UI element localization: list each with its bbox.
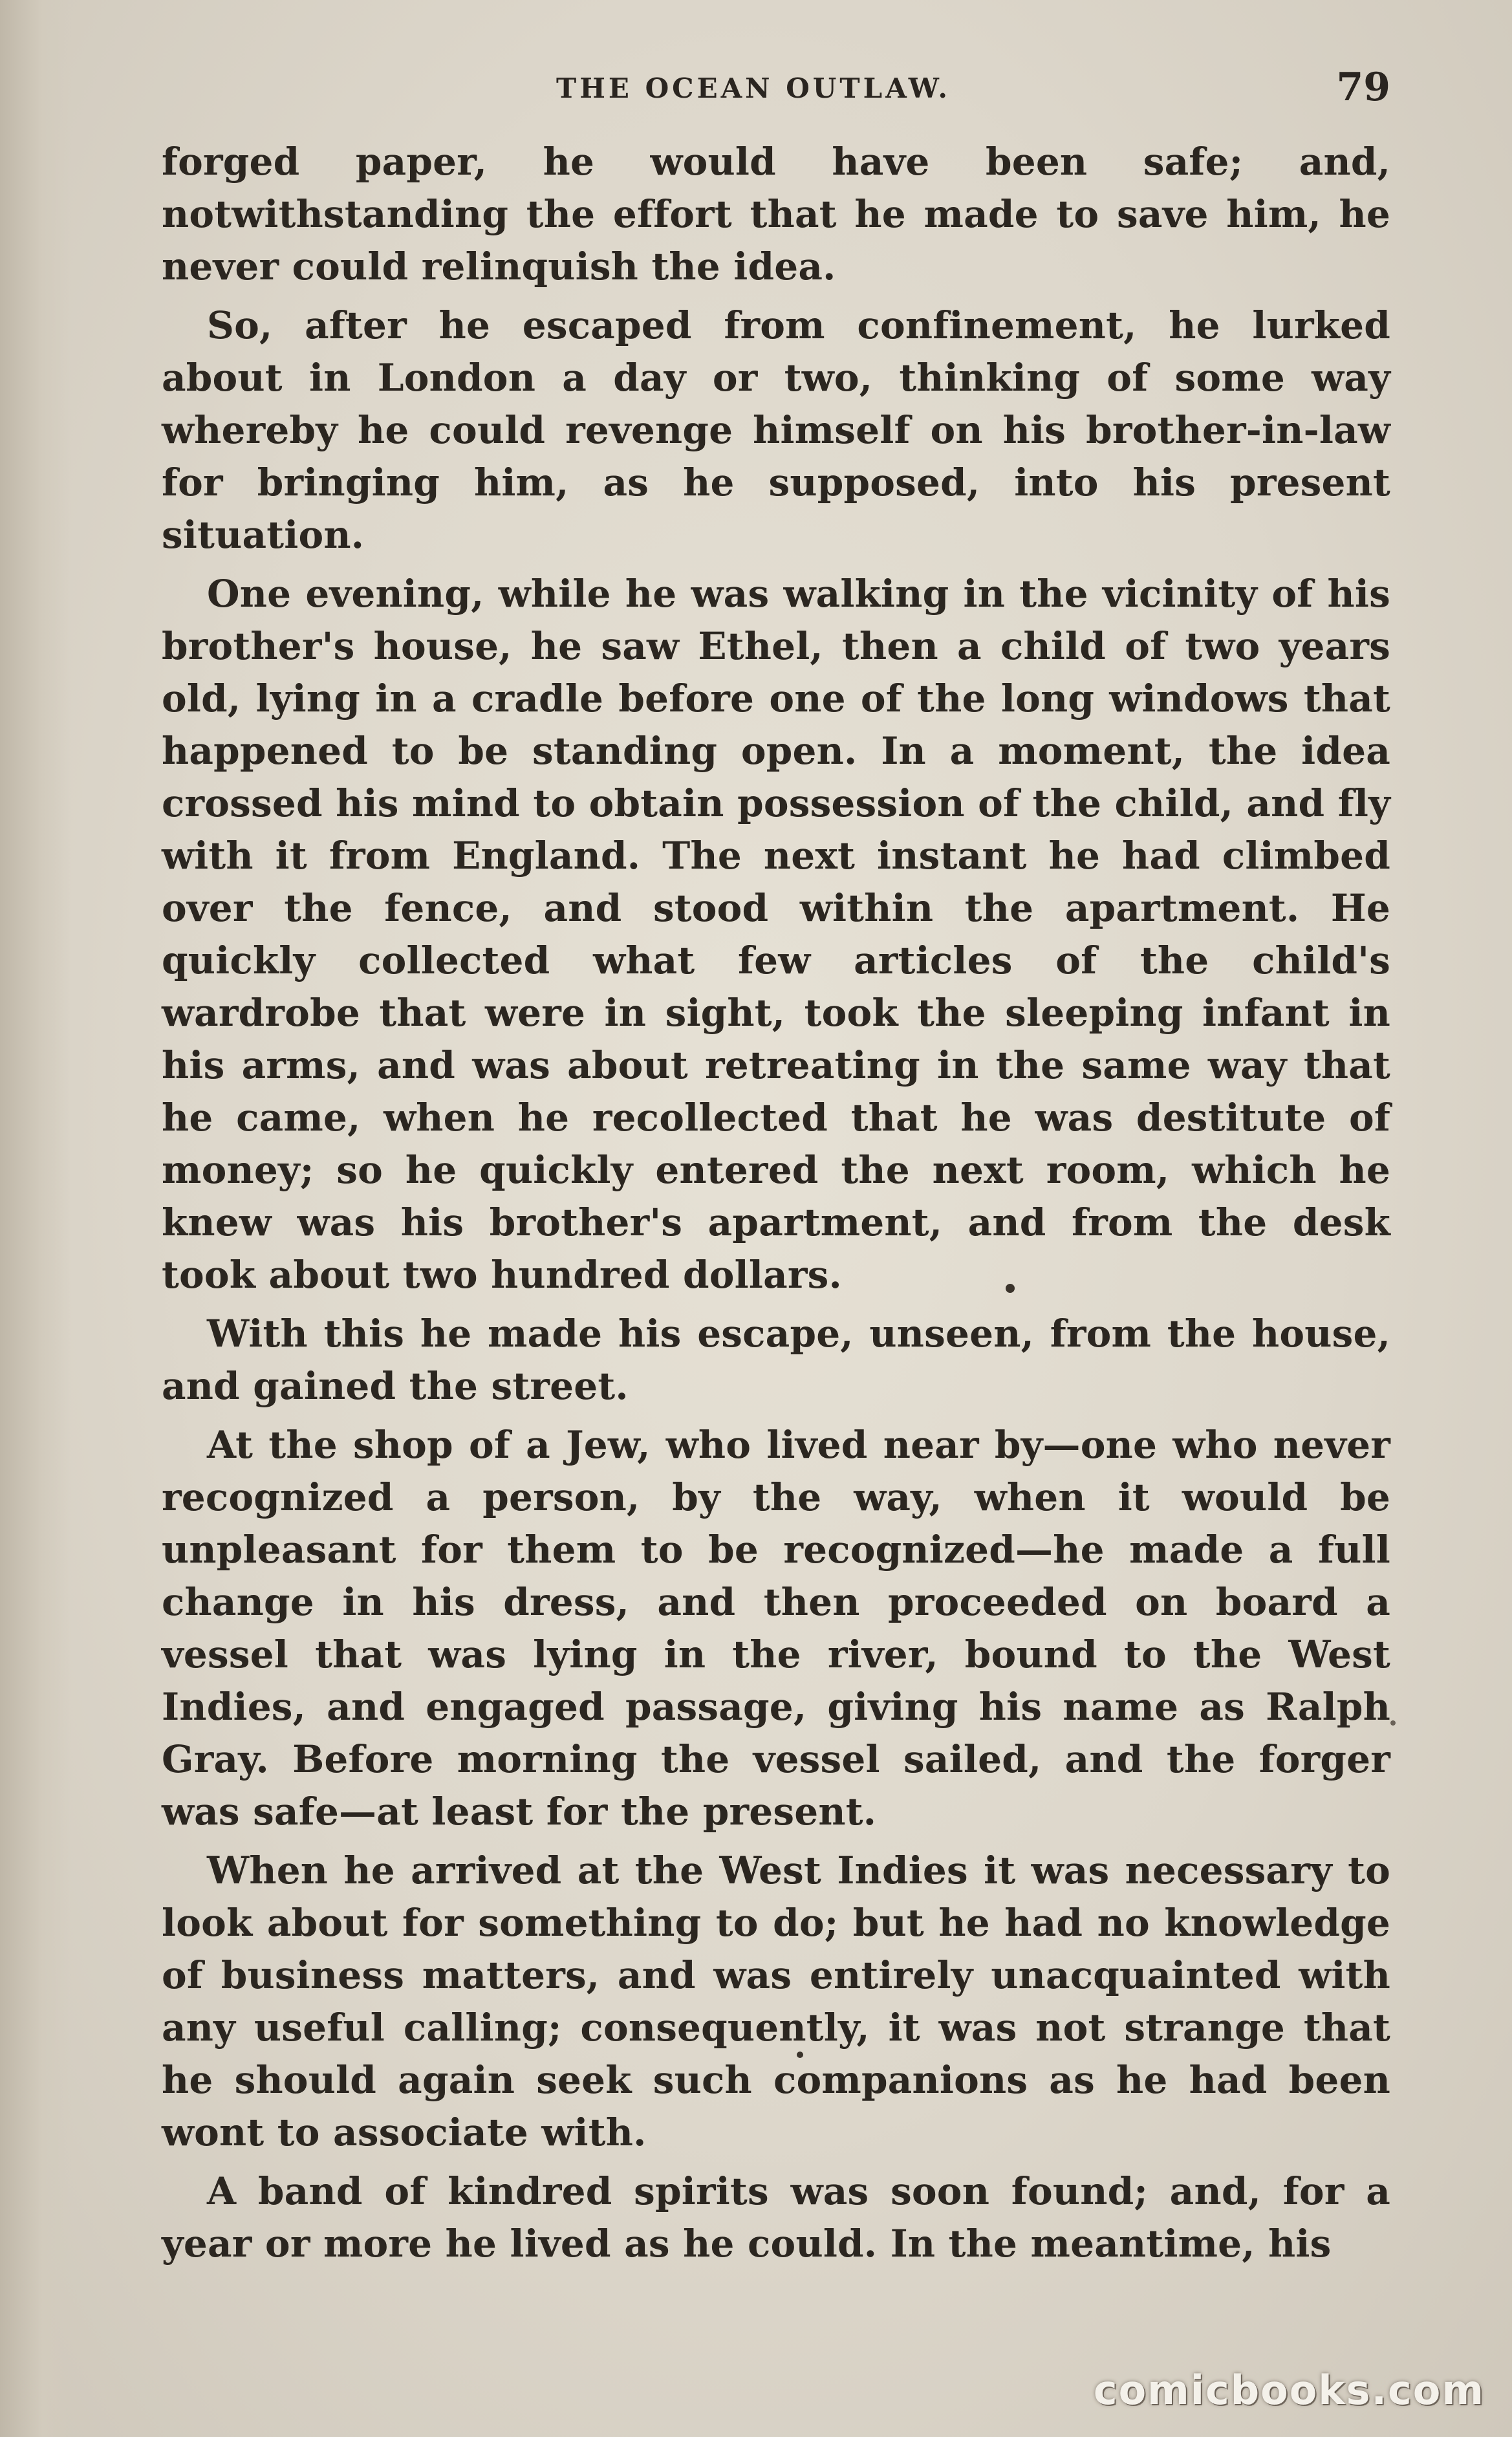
running-head: THE OCEAN OUTLAW. xyxy=(556,72,951,104)
paragraph: With this he made his escape, unseen, from the house, and gained the street. xyxy=(162,1312,1390,1408)
ink-speck xyxy=(797,2052,803,2058)
paragraph: forged paper, he would have been safe; and, notwithstanding the effort that he made to save him, he never could relinquish the idea. xyxy=(162,140,1390,288)
watermark: comicbooks.com xyxy=(1093,2367,1485,2414)
paragraph: A band of kindred spirits was soon found; and, for a year or more he lived as he could. In the meantime, his xyxy=(162,2169,1390,2266)
ink-speck xyxy=(1390,1720,1396,1726)
paragraph: At the shop of a Jew, who lived near by—one who never recognized a person, by the way, when it would be unpleasant for them to be recognized—he made a full change in his dress, and then proceeded on board a vessel that was lying in the river, bound to the West Indies, and engaged passage, giving his name as Ralph Gray. Before morning the vessel sailed, and the forger was safe—at least for the present. xyxy=(162,1423,1390,1834)
paragraph: One evening, while he was walking in the vicinity of his brother's house, he saw Ethel, then a child of two years old, lying in a cradle before one of the long windows that happened to be standing open. In a moment, the idea crossed his mind to obtain possession of the child, and fly with it from England. The next instant he had climbed over the fence, and stood within the apartment. He quickly collected what few articles of the child's wardrobe that were in sight, took the sleeping infant in his arms, and was about retreating in the same way that he came, when he recollected that he was destitute of money; so he quickly entered the next room, which he knew was his brother's apartment, and from the desk took about two hundred dollars. xyxy=(162,572,1390,1297)
page-number: 79 xyxy=(1336,65,1390,110)
paragraph: When he arrived at the West Indies it was necessary to look about for something to do; but he had no knowledge of business matters, and was entirely unacquainted with any useful calling; consequently, it was not strange that he should again seek such companions as he had been wont to associate with. xyxy=(162,1848,1390,2154)
page-gutter-shadow xyxy=(0,0,71,2437)
paragraph: So, after he escaped from confinement, he lurked about in London a day or two, thinking of some way whereby he could revenge himself on his brother-in-law for bringing him, as he supposed, into his present situation. xyxy=(162,303,1390,557)
body-text xyxy=(162,136,1390,2270)
ink-speck xyxy=(1006,1284,1015,1293)
page-text-block xyxy=(162,58,1390,2277)
page-header xyxy=(162,58,1390,136)
